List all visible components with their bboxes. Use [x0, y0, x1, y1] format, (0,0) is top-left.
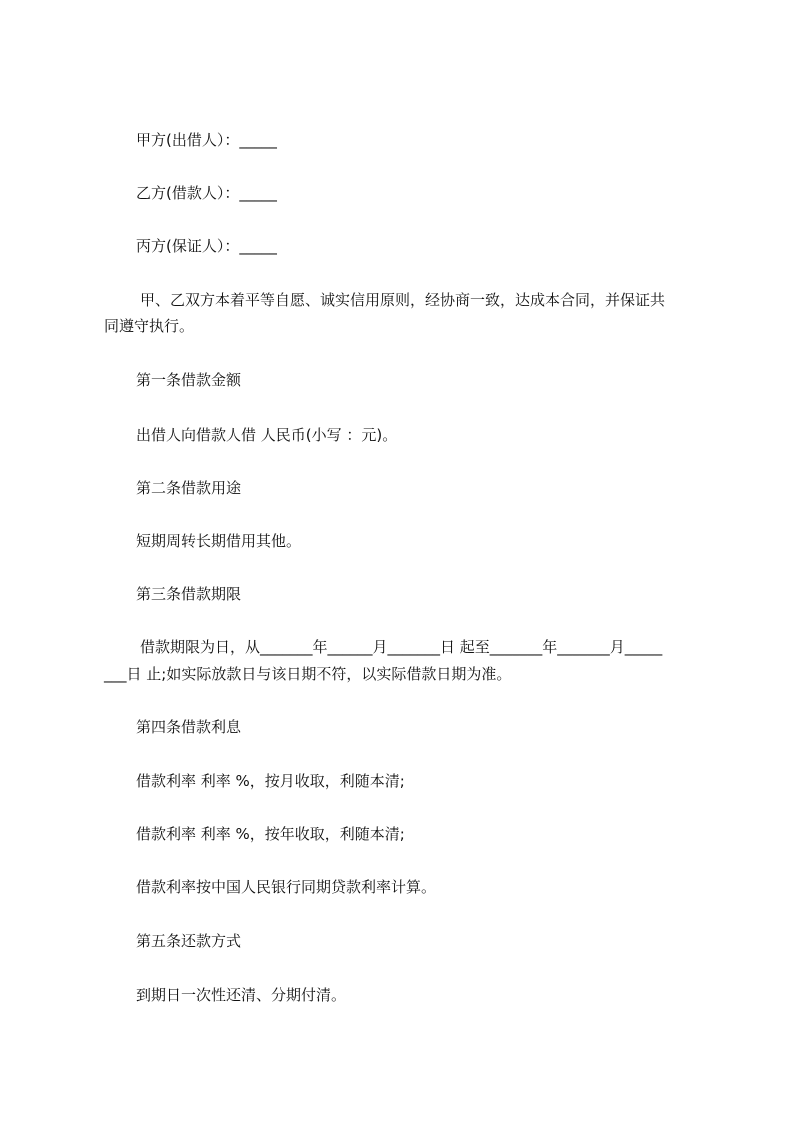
article-1-text: 出借人向借款人借 人民币(小写 ：元)。: [136, 426, 398, 444]
article-3-title: 第三条借款期限: [136, 585, 242, 603]
article-2-title: 第二条借款用途: [136, 479, 242, 497]
article-2-text: 短期周转长期借用其他。: [136, 532, 302, 550]
article-4-title: 第四条借款利息: [136, 718, 242, 736]
party-guarantor: 丙方(保证人）：_____: [136, 237, 277, 255]
article-3-line-2: ___日 止;如实际放款日与该日期不符，以实际借款日期为准。: [104, 665, 512, 683]
preamble-line-2: 同遵守执行。: [104, 317, 195, 335]
article-4-option-2: 借款利率 利率 %，按年收取，利随本清;: [136, 825, 405, 843]
article-3-line-1: 借款期限为日，从_______年______月_______日 起至_______年_______月_____: [140, 638, 663, 656]
party-lender: 甲方(出借人）：_____: [136, 131, 277, 149]
article-4-option-3: 借款利率按中国人民银行同期贷款利率计算。: [136, 878, 437, 896]
article-4-option-1: 借款利率 利率 %，按月收取，利随本清;: [136, 772, 405, 790]
party-borrower: 乙方(借款人）：_____: [136, 184, 277, 202]
preamble-line-1: 甲、乙双方本着平等自愿、诚实信用原则，经协商一致，达成本合同，并保证共: [140, 291, 666, 309]
article-1-title: 第一条借款金额: [136, 371, 242, 389]
article-5-text: 到期日一次性还清、分期付清。: [136, 986, 347, 1004]
article-5-title: 第五条还款方式: [136, 932, 242, 950]
